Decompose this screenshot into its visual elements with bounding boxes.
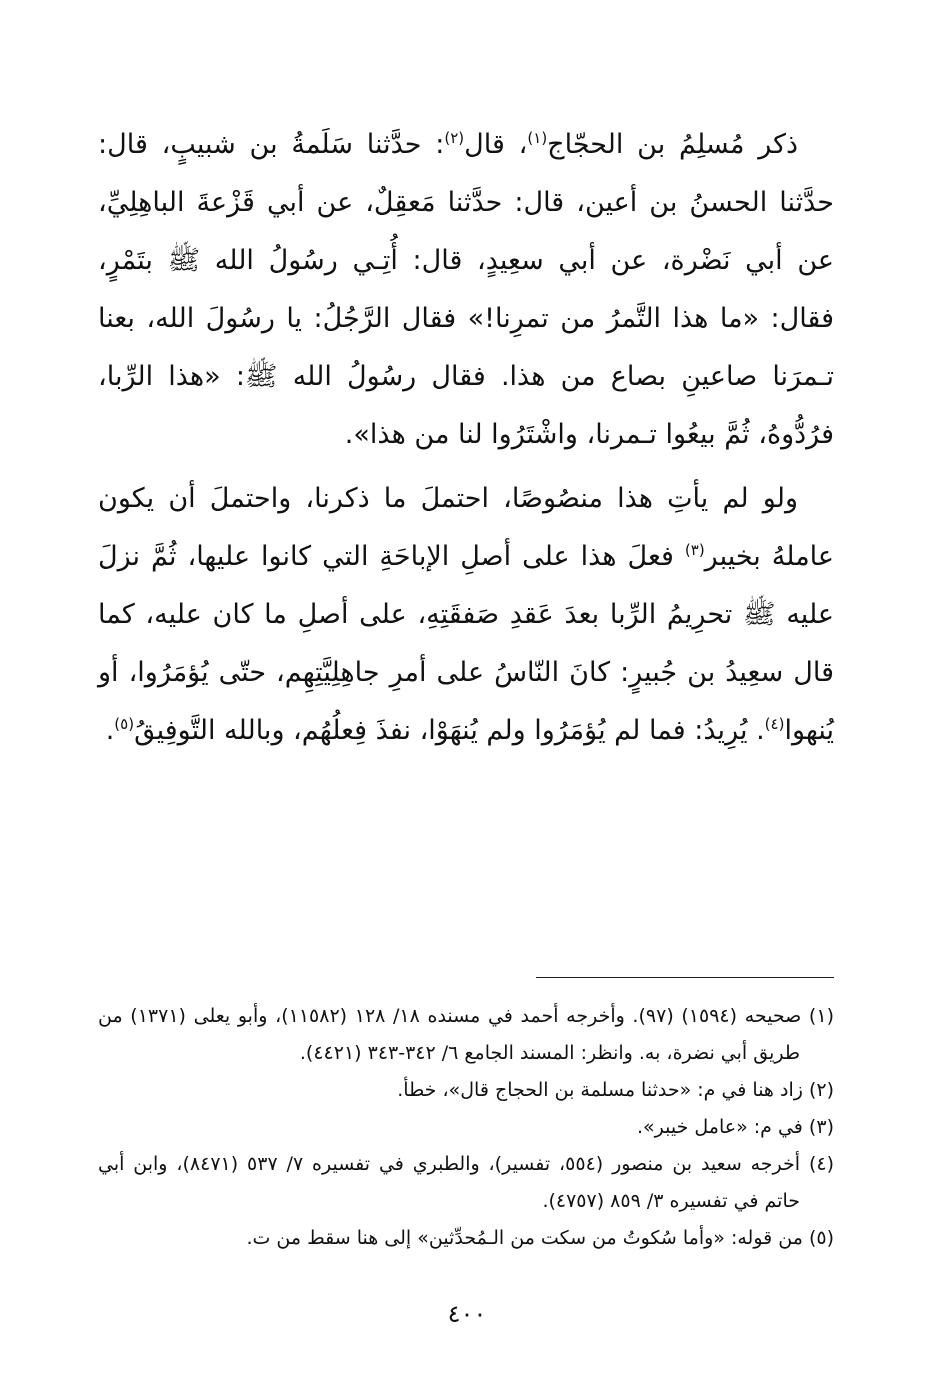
paragraph-1 bbox=[98, 116, 834, 464]
footnote-ref-2[interactable]: (٢) bbox=[444, 129, 465, 147]
footnote-divider bbox=[536, 977, 834, 978]
paragraph-1-text: ذكر مُسلِمُ بن الحجّاج bbox=[547, 129, 798, 160]
main-text bbox=[98, 116, 834, 760]
footnote-ref-1[interactable]: (١) bbox=[527, 129, 548, 147]
paragraph-2-text: . bbox=[105, 715, 115, 746]
footnote-2: (٢) زاد هنا في م: «حدثنا مسلمة بن الحجاج قال»، خطأ. bbox=[397, 1079, 834, 1101]
paragraph-2-text: فعلَ هذا على أصلِ الإباحَةِ التي كانوا عليها، ثُمَّ نزلَ عليه ﷺ تحرِيمُ الرِّبا بعدَ عَقدِ صَفقَتِهِ، على أصلِ ما كان عليه، كما قال سعِيدُ بن جُبيرٍ: كانَ النّاسُ على أمرِ جاهِلِيَّتِهِم، حتّى يُؤمَرُوا، أو يُنهوا bbox=[98, 541, 834, 746]
paragraph-1-text: : حدَّثنا سَلَمةُ بن شبيبٍ، قال: حدَّثنا الحسنُ بن أعين، قال: حدَّثنا مَعقِلٌ، عن أبي قَزْعةَ الباهِلِيِّ، عن أبي نَضْرة، عن أبي سعِيدٍ، قال: أُتِـي رسُولُ الله ﷺ بتَمْرٍ، فقال: «ما هذا التَّمرُ من تمرِنا!» فقال الرَّجُلُ: يا رسُولَ الله، بعنا تـمرَنا صاعينِ بصاع من هذا. فقال رسُولُ الله ﷺ: «هذا الرِّبا، فرُدُّوهُ، ثُمَّ بيعُوا تـمرنا، واشْتَرُوا لنا من هذا». bbox=[98, 129, 834, 450]
footnote-ref-3[interactable]: (٣) bbox=[684, 541, 705, 559]
footnote-ref-4[interactable]: (٤) bbox=[764, 715, 785, 733]
footnotes bbox=[98, 998, 834, 1257]
footnote-3: (٣) في م: «عامل خيبر». bbox=[637, 1116, 834, 1138]
paragraph-1-text: ، قال bbox=[464, 129, 528, 160]
paragraph-2-text: . يُرِيدُ: فما لم يُؤمَرُوا ولم يُنهَوْا، نفذَ فِعلُهُم، وبالله التَّوفِيقُ bbox=[134, 715, 765, 746]
footnote-4: (٤) أخرجه سعيد بن منصور (٥٥٤، تفسير)، والطبري في تفسيره ٧/ ٥٣٧ (٨٤٧١)، وابن أبي حاتم في تفسيره ٣/ ٨٥٩ (٤٧٥٧). bbox=[98, 1153, 834, 1212]
paragraph-2 bbox=[98, 470, 834, 760]
footnote-5: (٥) من قوله: «وأما سُكوتُ من سكت من الـمُحدِّثين» إلى هنا سقط من ت. bbox=[246, 1227, 834, 1249]
footnote-1: (١) صحيحه (١٥٩٤) (٩٧). وأخرجه أحمد في مسنده ١٨/ ١٢٨ (١١٥٨٢)، وأبو يعلى (١٣٧١) من طريق أبي نضرة، به. وانظر: المسند الجامع ٦/ ٣٤٢-٣٤٣ (٤٤٢١). bbox=[98, 1005, 834, 1064]
paragraph-2-text: ولو لم يأتِ هذا منصُوصًا، احتملَ ما ذكرنا، واحتملَ أن يكون عاملهُ بخيبر bbox=[98, 483, 835, 572]
page-number: ٤٠٠ bbox=[447, 1300, 487, 1328]
footnote-ref-5[interactable]: (٥) bbox=[114, 715, 135, 733]
